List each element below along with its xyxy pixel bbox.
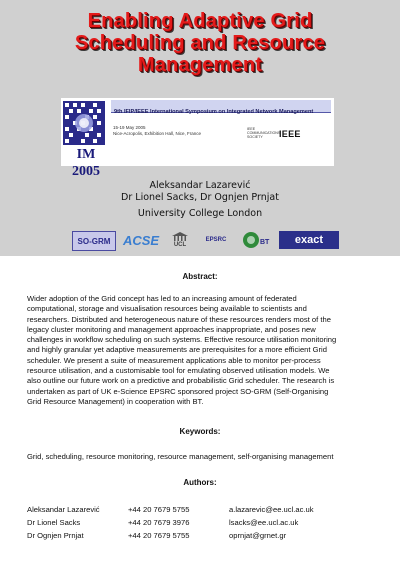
author-phone: +44 20 7679 5755	[128, 531, 190, 540]
author-email: oprnjat@grnet.gr	[229, 531, 287, 540]
svg-text:BT: BT	[260, 239, 270, 246]
abstract-heading: Abstract:	[182, 272, 218, 281]
abstract-line: legacy cluster monitoring and management approaches inappropriate, and poses new	[27, 324, 316, 334]
abstract-line: challenges in workflow scheduling on such systems. Effective resource utilisation monitoring	[27, 335, 337, 345]
conference-dates: 15-19 May 2005	[113, 125, 146, 130]
slide-author-co: Dr Lionel Sacks, Dr Ognjen Prnjat	[121, 192, 279, 203]
author-phone: +44 20 7679 5755	[128, 505, 190, 514]
ucl-portico-icon	[172, 232, 188, 242]
conference-venue: Nice-Acropolis, Exhibition Hall, Nice, France	[113, 131, 202, 136]
poster-title	[0, 10, 400, 76]
author-phone: +44 20 7679 3976	[128, 518, 190, 527]
abstract-line: also outline our future work on a predictive and probabilistic Grid scheduler. The research is	[27, 376, 335, 386]
conference-headline-bar	[111, 100, 331, 113]
keywords-heading: Keywords:	[179, 427, 221, 436]
conference-headline: 9th IFIP/IEEE International Symposium on Integrated Network Management	[114, 109, 314, 115]
abstract-line: and highly granular yet adaptive measurements are prerequisites for a more efficient Grid	[27, 345, 327, 355]
authors-heading: Authors:	[183, 478, 217, 487]
poster-slide	[0, 0, 400, 256]
comsoc-logo: IEEE COMMUNICATIONS SOCIETY	[247, 127, 281, 139]
sogrm-logo: SO-GRM	[72, 231, 116, 251]
abstract-line: undertaken as part of UK e-Science EPSRC sponsored project SO-GRM (Self-Organising	[27, 386, 329, 396]
author-row	[0, 531, 400, 543]
abstract-line: computational, storage and visualisation resources being available to scientists and	[27, 304, 307, 314]
abstract-line: Grid Resource Management) in cooperation with BT.	[27, 396, 204, 406]
bt-globe-icon	[242, 231, 268, 249]
author-name: Aleksandar Lazarević	[27, 505, 100, 514]
abstract-line: resource utilisation, and a customisable tool for emulating observed utilisation models. We	[27, 366, 330, 376]
title-line-2: Scheduling and Resource	[74, 32, 326, 54]
author-name: Dr Ognjen Prnjat	[27, 531, 84, 540]
abstract-line: Wider adoption of the Grid concept has led to an increasing amount of federated	[27, 294, 297, 303]
conference-details	[113, 125, 201, 137]
ucl-logo-text: UCL	[173, 242, 187, 248]
bt-logo	[240, 231, 270, 249]
conference-banner	[61, 98, 334, 179]
author-row	[0, 518, 400, 530]
slide-author-main: Aleksandar Lazarević	[149, 180, 251, 191]
abstract-line: researchers. Distributed and heterogeneous nature of these resources renders most of the	[27, 314, 331, 324]
author-email: lsacks@ee.ucl.ac.uk	[229, 518, 299, 527]
title-line-3: Management	[137, 54, 263, 76]
partner-logos	[72, 229, 340, 251]
im-2005-logo: IM 2005	[72, 147, 100, 179]
ieee-logo: IEEE	[279, 129, 301, 139]
epsrc-logo: EPSRC	[205, 237, 227, 243]
slide-institution: University College London	[137, 208, 263, 219]
author-email: a.lazarevic@ee.ucl.ac.uk	[229, 505, 314, 514]
ucl-logo	[167, 231, 193, 249]
im-mosaic-logo	[63, 101, 105, 145]
acse-logo: ACSE	[122, 232, 160, 248]
abstract-body	[27, 294, 374, 407]
author-name: Dr Lionel Sacks	[27, 518, 81, 527]
keywords-text: Grid, scheduling, resource monitoring, resource management, self-organising management	[27, 452, 334, 461]
author-row	[0, 505, 400, 517]
abstract-line: scheduler. We present a suite of measurement applications able to monitor per-process	[27, 355, 321, 365]
exact-logo: exact	[279, 231, 339, 249]
title-line-1: Enabling Adaptive Grid	[87, 10, 313, 32]
